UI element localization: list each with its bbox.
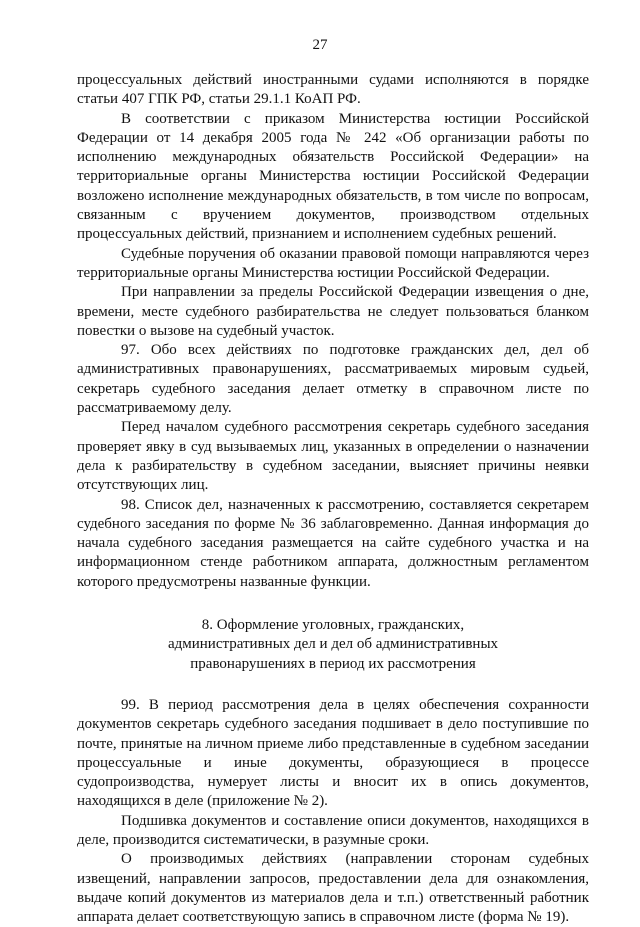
paragraph-ministry-order: В соответствии с приказом Министерства юстиции Российской Федерации от 14 декабря 2005 года № 242 «Об организации работы по исполнению международных обязательств Российской Федерации» на территориальные органы Министерства юстиции Российской Федерации возложено исполнение международных обязательств, в том числе по вопросам, связанным с вручением документов, производством отдельных процессуальных действий, признанием и исполнением судебных решений. <box>77 110 589 243</box>
paragraph-filing-inventory: Подшивка документов и составление описи документов, находящихся в деле, производится систематически, в разумные сроки. <box>77 812 589 848</box>
paragraph-continuation: процессуальных действий иностранными судами исполняются в порядке статьи 407 ГПК РФ, статьи 29.1.1 КоАП РФ. <box>77 72 589 108</box>
paragraph-item-97: 97. Обо всех действиях по подготовке гражданских дел, дел об административных правонарушениях, рассматриваемых мировым судьей, секретарь судебного заседания делает отметку в справочном листе по рассматриваемому делу. <box>77 342 589 417</box>
section-heading-line-2: административных дел и дел об административных <box>167 636 499 653</box>
document-body <box>77 71 589 927</box>
paragraph-reference-sheet-entry: О производимых действиях (направлении сторонам судебных извещений, направлении запросов, предоставлении дела для ознакомления, выдаче копий документов из материалов дела и т.п.) ответственный работник аппарата делает соответствующую запись в справочном листе (форма № 19). <box>77 851 589 926</box>
paragraph-attendance-check: Перед началом судебного рассмотрения секретарь судебного заседания проверяет явку в суд вызываемых лиц, указанных в определении о назначении дела к разбирательству в судебном заседании, выясняет причины неявки отсутствующих лиц. <box>77 419 589 494</box>
page-number: 27 <box>312 37 328 53</box>
paragraph-item-98: 98. Список дел, назначенных к рассмотрению, составляется секретарем судебного заседания по форме № 36 заблаговременно. Данная информация до начала судебного заседания размещается на сайте судебного участка и на информационном стенде работником аппарата, должностным регламентом которого предусмотрены названные функции. <box>77 496 589 590</box>
paragraph-item-99: 99. В период рассмотрения дела в целях обеспечения сохранности документов секретарь судебного заседания подшивает в дело поступившие по почте, принятые на личном приеме либо представленные в судебном заседании процессуальные и иные документы, образующиеся в процессе судопроизводства, нумерует листы и вносит их в опись документов, находящихся в деле (приложение № 2). <box>77 696 589 810</box>
paragraph-summons-abroad: При направлении за пределы Российской Федерации извещения о дне, времени, месте судебного разбирательства не следует пользоваться бланком повестки о вызове на судебный участок. <box>77 284 589 339</box>
section-heading-line-1: 8. Оформление уголовных, гражданских, <box>201 617 465 634</box>
section-heading <box>77 616 589 674</box>
section-heading-line-3: правонарушениях в период их рассмотрения <box>190 655 476 672</box>
paragraph-legal-assistance: Судебные поручения об оказании правовой помощи направляются через территориальные органы Министерства юстиции Российской Федерации. <box>77 245 589 281</box>
